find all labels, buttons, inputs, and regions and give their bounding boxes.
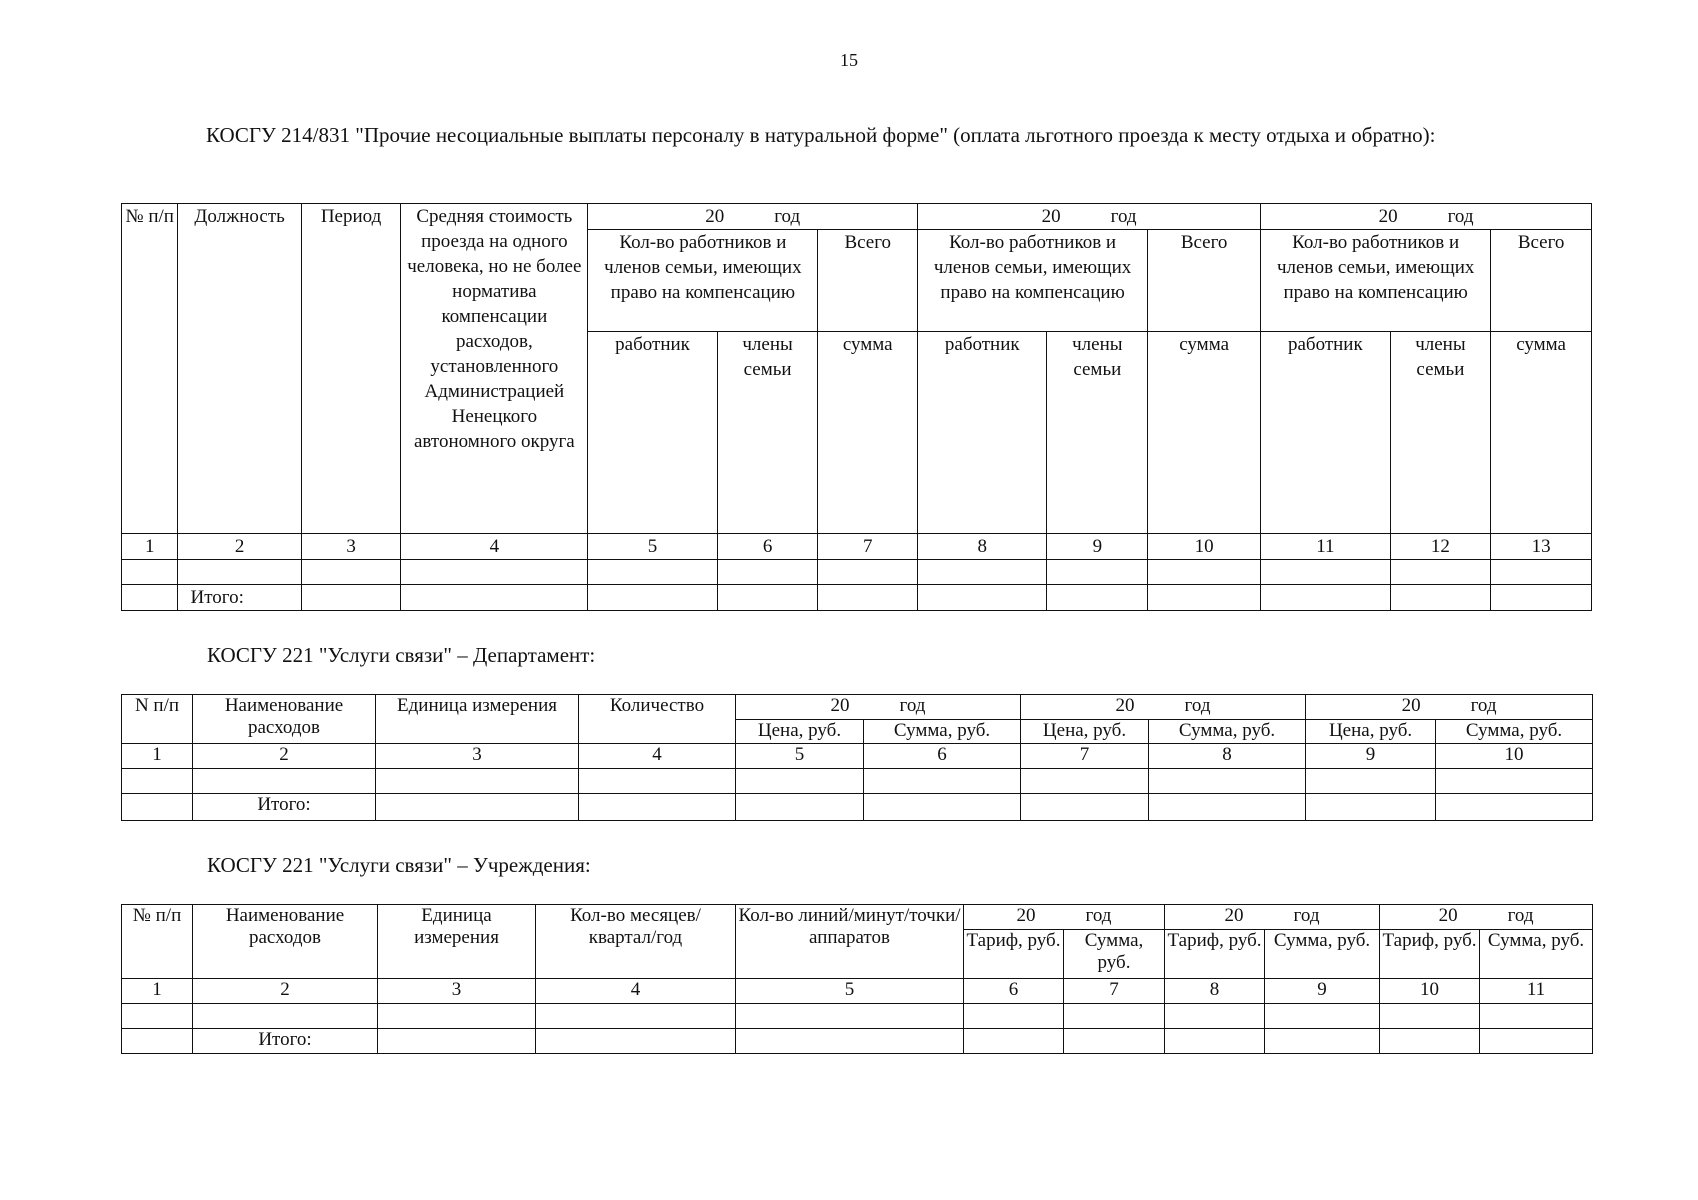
empty-cell <box>122 794 193 821</box>
empty-cell <box>378 1029 536 1054</box>
section-heading-communications-institutions: КОСГУ 221 "Услуги связи" – Учреждения: <box>207 853 591 877</box>
header-worker: работник <box>588 332 717 534</box>
column-number-row <box>122 744 1593 769</box>
header-year-1 <box>964 905 1165 930</box>
header-total: Всего <box>1148 230 1261 332</box>
empty-cell <box>1390 585 1491 611</box>
total-label: Итого: <box>193 1029 378 1054</box>
table-row <box>122 1004 1593 1029</box>
total-row <box>122 1029 1593 1054</box>
empty-cell <box>1148 585 1261 611</box>
col-number: 8 <box>1165 979 1265 1004</box>
header-sum: Сумма, руб. <box>1064 930 1165 979</box>
empty-cell <box>1306 769 1436 794</box>
empty-cell <box>178 560 301 585</box>
col-number: 1 <box>122 979 193 1004</box>
empty-cell <box>536 1004 736 1029</box>
header-worker: работник <box>918 332 1047 534</box>
col-number: 10 <box>1148 534 1261 560</box>
empty-cell <box>1149 794 1306 821</box>
empty-cell <box>1306 794 1436 821</box>
empty-cell <box>401 585 588 611</box>
empty-cell <box>1261 560 1390 585</box>
header-total: Всего <box>818 230 918 332</box>
empty-cell <box>1491 585 1592 611</box>
year-suffix: год <box>1293 905 1320 926</box>
header-num: № п/п <box>122 204 178 534</box>
empty-cell <box>1436 794 1593 821</box>
header-sum: сумма <box>1148 332 1261 534</box>
header-unit: Единица измерения <box>378 905 536 979</box>
year-suffix: год <box>774 206 801 227</box>
total-label: Итого: <box>178 585 301 611</box>
empty-cell <box>122 560 178 585</box>
header-price: Цена, руб. <box>1306 720 1436 744</box>
header-year-1 <box>588 204 918 230</box>
travel-compensation-table <box>121 203 1592 611</box>
empty-cell <box>818 560 918 585</box>
header-period: Период <box>301 204 401 534</box>
header-tariff: Тариф, руб. <box>964 930 1064 979</box>
year-prefix: 20 <box>1115 695 1135 716</box>
col-number: 1 <box>122 744 193 769</box>
empty-cell <box>536 1029 736 1054</box>
header-sum: Сумма, руб. <box>1436 720 1593 744</box>
header-qty: Количество <box>579 695 736 744</box>
total-label: Итого: <box>193 794 376 821</box>
header-count: Кол-во работников и членов семьи, имеющих право на компенсацию <box>918 230 1148 332</box>
header-sum: Сумма, руб. <box>864 720 1021 744</box>
header-total: Всего <box>1491 230 1592 332</box>
col-number: 6 <box>964 979 1064 1004</box>
communications-department-table <box>121 694 1593 821</box>
empty-cell <box>717 560 818 585</box>
empty-cell <box>1064 1029 1165 1054</box>
empty-cell <box>588 585 717 611</box>
empty-cell <box>193 1004 378 1029</box>
empty-cell <box>579 769 736 794</box>
header-price: Цена, руб. <box>1021 720 1149 744</box>
empty-cell <box>376 769 579 794</box>
empty-cell <box>736 769 864 794</box>
col-number: 2 <box>193 979 378 1004</box>
year-prefix: 20 <box>1041 206 1061 227</box>
header-year-2 <box>1165 905 1380 930</box>
year-suffix: год <box>1085 905 1112 926</box>
col-number: 11 <box>1480 979 1593 1004</box>
col-number: 11 <box>1261 534 1390 560</box>
empty-cell <box>918 560 1047 585</box>
header-count: Кол-во работников и членов семьи, имеющих право на компенсацию <box>588 230 818 332</box>
empty-cell <box>376 794 579 821</box>
empty-cell <box>964 1029 1064 1054</box>
col-number: 12 <box>1390 534 1491 560</box>
empty-cell <box>1047 560 1148 585</box>
header-year-2 <box>1021 695 1306 720</box>
header-family: члены семьи <box>1390 332 1491 534</box>
empty-cell <box>122 585 178 611</box>
header-tariff: Тариф, руб. <box>1165 930 1265 979</box>
year-prefix: 20 <box>1401 695 1421 716</box>
header-year-3 <box>1306 695 1593 720</box>
empty-cell <box>1165 1029 1265 1054</box>
empty-cell <box>1390 560 1491 585</box>
header-num: N п/п <box>122 695 193 744</box>
header-unit: Единица измерения <box>376 695 579 744</box>
col-number: 7 <box>818 534 918 560</box>
table-header-row <box>122 695 1593 720</box>
col-number: 5 <box>736 744 864 769</box>
empty-cell <box>1491 560 1592 585</box>
header-avg-cost: Средняя стоимость проезда на одного человека, но не более норматива компенсации расходов, установленного Администрацией Ненецкого автономного округа <box>401 204 588 534</box>
year-prefix: 20 <box>1438 905 1458 926</box>
empty-cell <box>1064 1004 1165 1029</box>
empty-cell <box>864 794 1021 821</box>
table-header-row <box>122 204 1592 230</box>
col-number: 6 <box>717 534 818 560</box>
header-lines: Кол-во линий/минут/точки/аппаратов <box>736 905 964 979</box>
table-header-row <box>122 905 1593 930</box>
table-row <box>122 769 1593 794</box>
header-name: Наименование расходов <box>193 905 378 979</box>
year-suffix: год <box>1447 206 1474 227</box>
empty-cell <box>964 1004 1064 1029</box>
header-year-3 <box>1380 905 1593 930</box>
col-number: 4 <box>536 979 736 1004</box>
header-sum: сумма <box>818 332 918 534</box>
header-count: Кол-во работников и членов семьи, имеющих право на компенсацию <box>1261 230 1491 332</box>
section-heading-communications-department: КОСГУ 221 "Услуги связи" – Департамент: <box>207 643 596 667</box>
empty-cell <box>122 769 193 794</box>
empty-cell <box>1149 769 1306 794</box>
section-heading-travel: КОСГУ 214/831 "Прочие несоциальные выплаты персоналу в натуральной форме" (оплата льготного проезда к месту отдыха и обратно): <box>206 123 1436 147</box>
empty-cell <box>864 769 1021 794</box>
header-sum: Сумма, руб. <box>1480 930 1593 979</box>
header-sum: Сумма, руб. <box>1265 930 1380 979</box>
col-number: 8 <box>918 534 1047 560</box>
empty-cell <box>818 585 918 611</box>
header-family: члены семьи <box>717 332 818 534</box>
col-number: 10 <box>1380 979 1480 1004</box>
communications-institutions-table <box>121 904 1593 1054</box>
empty-cell <box>579 794 736 821</box>
year-suffix: год <box>1470 695 1497 716</box>
empty-cell <box>736 1004 964 1029</box>
header-year-2 <box>918 204 1261 230</box>
empty-cell <box>1436 769 1593 794</box>
col-number: 5 <box>588 534 717 560</box>
col-number: 3 <box>378 979 536 1004</box>
total-row <box>122 585 1592 611</box>
empty-cell <box>193 769 376 794</box>
empty-cell <box>1021 794 1149 821</box>
header-worker: работник <box>1261 332 1390 534</box>
col-number: 1 <box>122 534 178 560</box>
col-number: 9 <box>1265 979 1380 1004</box>
empty-cell <box>736 794 864 821</box>
empty-cell <box>1380 1004 1480 1029</box>
header-tariff: Тариф, руб. <box>1380 930 1480 979</box>
col-number: 5 <box>736 979 964 1004</box>
col-number: 4 <box>401 534 588 560</box>
col-number: 2 <box>178 534 301 560</box>
empty-cell <box>918 585 1047 611</box>
year-suffix: год <box>1184 695 1211 716</box>
empty-cell <box>1265 1004 1380 1029</box>
empty-cell <box>1480 1004 1593 1029</box>
col-number: 9 <box>1306 744 1436 769</box>
page-number: 15 <box>840 50 858 70</box>
empty-cell <box>1148 560 1261 585</box>
year-prefix: 20 <box>1378 206 1398 227</box>
empty-cell <box>736 1029 964 1054</box>
year-suffix: год <box>1110 206 1137 227</box>
year-prefix: 20 <box>1016 905 1036 926</box>
header-year-1 <box>736 695 1021 720</box>
header-months: Кол-во месяцев/квартал/год <box>536 905 736 979</box>
empty-cell <box>1265 1029 1380 1054</box>
col-number: 6 <box>864 744 1021 769</box>
empty-cell <box>301 560 401 585</box>
empty-cell <box>1480 1029 1593 1054</box>
col-number: 10 <box>1436 744 1593 769</box>
year-prefix: 20 <box>1224 905 1244 926</box>
col-number: 7 <box>1064 979 1165 1004</box>
empty-cell <box>1047 585 1148 611</box>
col-number: 7 <box>1021 744 1149 769</box>
header-sum: Сумма, руб. <box>1149 720 1306 744</box>
col-number: 3 <box>376 744 579 769</box>
empty-cell <box>588 560 717 585</box>
empty-cell <box>717 585 818 611</box>
col-number: 13 <box>1491 534 1592 560</box>
empty-cell <box>1261 585 1390 611</box>
empty-cell <box>1165 1004 1265 1029</box>
header-name: Наименование расходов <box>193 695 376 744</box>
col-number: 3 <box>301 534 401 560</box>
year-prefix: 20 <box>705 206 725 227</box>
year-prefix: 20 <box>830 695 850 716</box>
col-number: 8 <box>1149 744 1306 769</box>
header-position: Должность <box>178 204 301 534</box>
empty-cell <box>1021 769 1149 794</box>
col-number: 2 <box>193 744 376 769</box>
header-family: члены семьи <box>1047 332 1148 534</box>
header-year-3 <box>1261 204 1592 230</box>
empty-cell <box>378 1004 536 1029</box>
col-number: 9 <box>1047 534 1148 560</box>
column-number-row <box>122 979 1593 1004</box>
empty-cell <box>122 1029 193 1054</box>
table-row <box>122 560 1592 585</box>
empty-cell <box>401 560 588 585</box>
header-price: Цена, руб. <box>736 720 864 744</box>
year-suffix: год <box>1507 905 1534 926</box>
empty-cell <box>301 585 401 611</box>
header-num: № п/п <box>122 905 193 979</box>
empty-cell <box>1380 1029 1480 1054</box>
year-suffix: год <box>899 695 926 716</box>
header-sum: сумма <box>1491 332 1592 534</box>
col-number: 4 <box>579 744 736 769</box>
column-number-row <box>122 534 1592 560</box>
empty-cell <box>122 1004 193 1029</box>
total-row <box>122 794 1593 821</box>
